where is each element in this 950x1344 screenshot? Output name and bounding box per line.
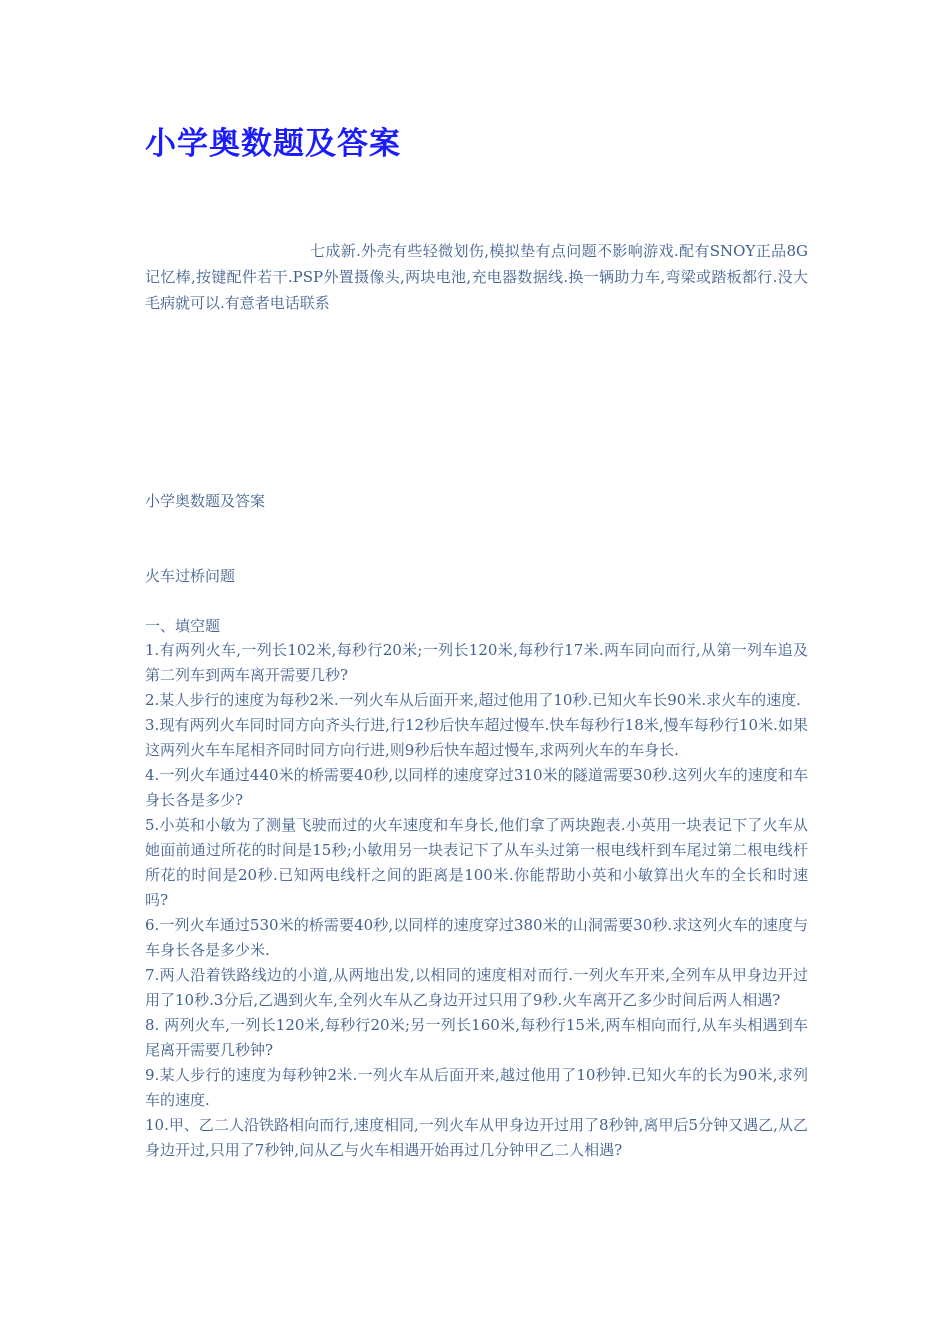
document-title: 小学奥数题及答案 [145,126,401,162]
question-item: 1.有两列火车,一列长102米,每秒行20米;一列长120米,每秒行17米.两车同向而行,从第一列车追及第二列车到两车离开需要几秒? [145,641,808,684]
question-item: 9.某人步行的速度为每秒钟2米.一列火车从后面开来,越过他用了10秒钟.已知火车的长为90米,求列车的速度. [145,1066,808,1109]
question-item: 7.两人沿着铁路线边的小道,从两地出发,以相同的速度相对而行.一列火车开来,全列车从甲身边开过用了10秒.3分后,乙遇到火车,全列火车从乙身边开过只用了9秒.火车离开乙多少时间后两人相遇? [145,966,808,1009]
question-item: 10.甲、乙二人沿铁路相向而行,速度相同,一列火车从甲身边开过用了8秒钟,离甲后5分钟又遇乙,从乙身边开过,只用了7秒钟,问从乙与火车相遇开始再过几分钟甲乙二人相遇? [145,1116,808,1159]
question-item: 8. 两列火车,一列长120米,每秒行20米;另一列长160米,每秒行15米,两车相向而行,从车头相遇到车尾离开需要几秒钟? [145,1016,808,1059]
question-item: 5.小英和小敏为了测量飞驶而过的火车速度和车身长,他们拿了两块跑表.小英用一块表记下了火车从她面前通过所花的时间是15秒;小敏用另一块表记下了从车头过第一根电线杆到车尾过第二根电线杆所花的时间是20秒.已知两电线杆之间的距离是100米.你能帮助小英和小敏算出火车的全长和时速吗? [145,816,808,909]
question-list [145,638,808,1163]
question-item: 2.某人步行的速度为每秒2米.一列火车从后面开来,超过他用了10秒.已知火车长90米.求火车的速度. [145,691,801,709]
section-heading: 火车过桥问题 [145,567,236,585]
intro-paragraph: 七成新.外壳有些轻微划伤,模拟垫有点问题不影响游戏.配有SNOY正品8G记忆棒,按键配件若干.PSP外置摄像头,两块电池,充电器数据线.换一辆助力车,弯梁或踏板都行.没大毛病就可以.有意者电话联系 [145,242,808,312]
question-item: 6.一列火车通过530米的桥需要40秒,以同样的速度穿过380米的山洞需要30秒.求这列火车的速度与车身长各是多少米. [145,916,808,959]
question-item: 3.现有两列火车同时同方向齐头行进,行12秒后快车超过慢车.快车每秒行18米,慢车每秒行10米.如果这两列火车车尾相齐同时同方向行进,则9秒后快车超过慢车,求两列火车的车身长. [145,716,808,759]
subtitle: 小学奥数题及答案 [145,492,266,510]
part-heading: 一、填空题 [145,617,221,635]
question-item: 4.一列火车通过440米的桥需要40秒,以同样的速度穿过310米的隧道需要30秒.这列火车的速度和车身长各是多少? [145,766,808,809]
